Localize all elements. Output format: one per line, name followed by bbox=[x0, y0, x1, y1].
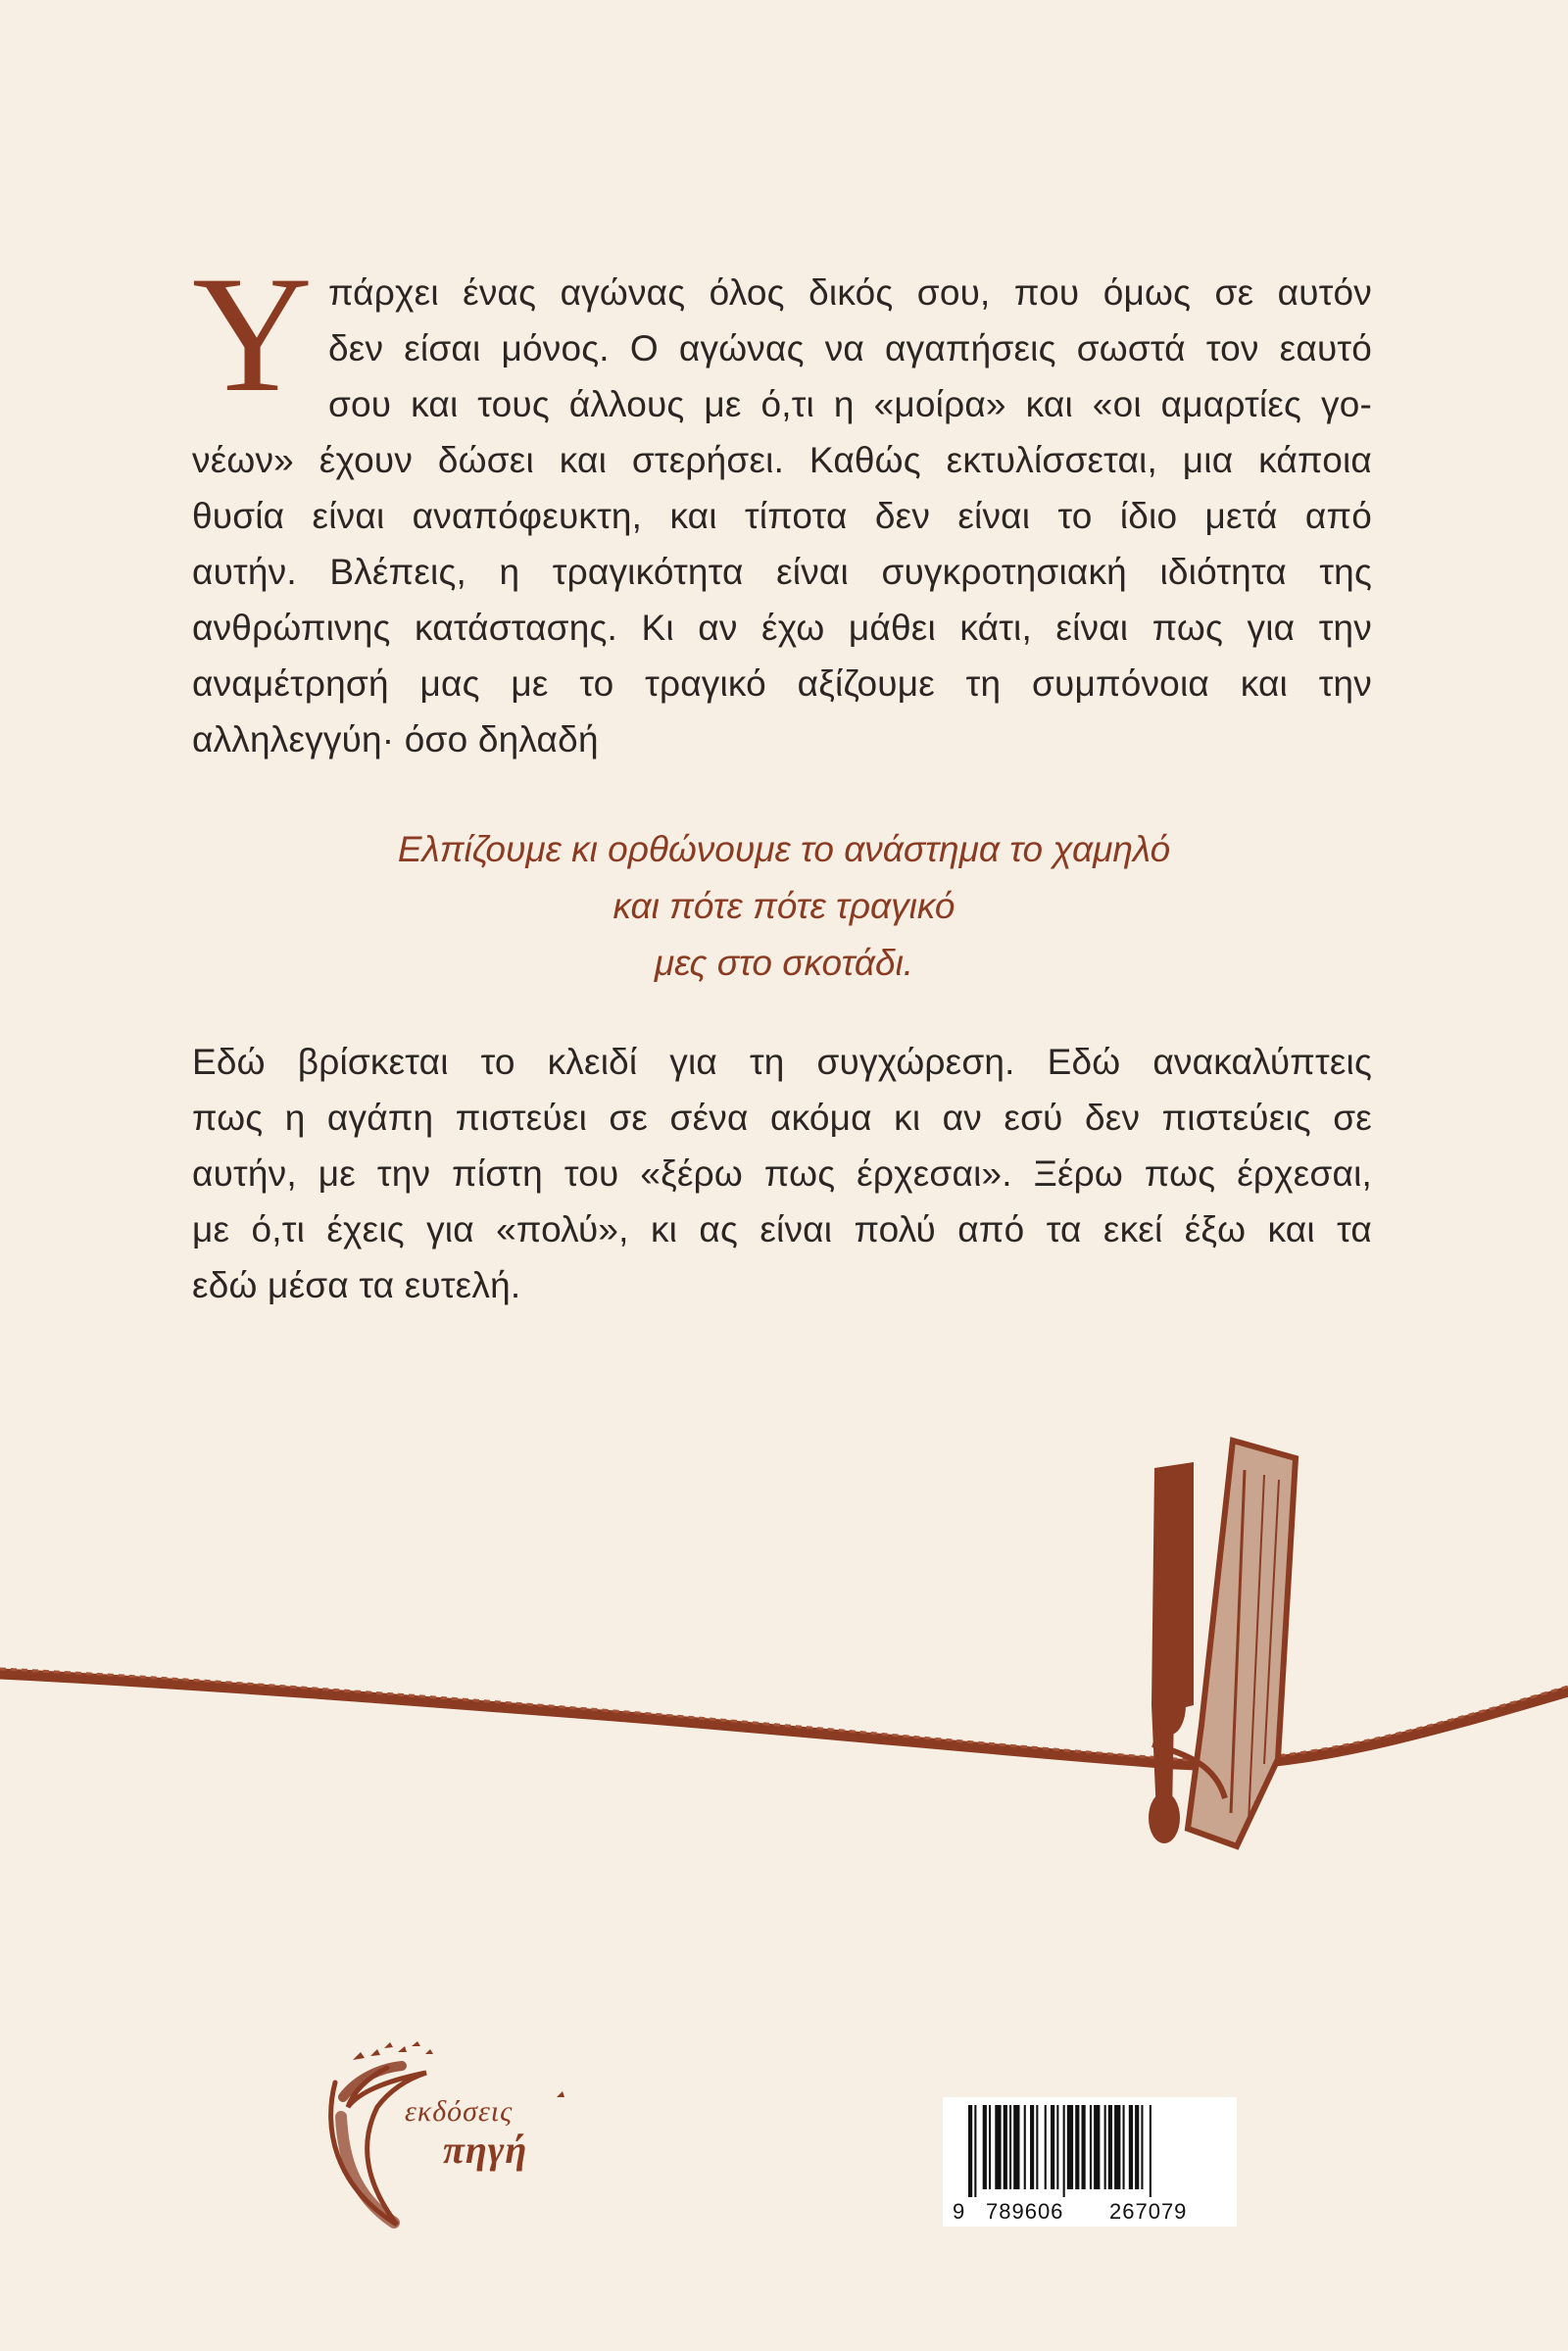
barcode-bar bbox=[1135, 2105, 1139, 2189]
barcode-bar bbox=[1063, 2105, 1065, 2197]
barcode-bar bbox=[1067, 2105, 1073, 2189]
isbn-barcode bbox=[943, 2097, 1237, 2227]
intro-line-text: θυσία είναι αναπόφευκτη, και τίποτα δεν είναι το ίδιο μετά από bbox=[192, 496, 1372, 536]
verse-line: Ελπίζουμε κι ορθώνουμε το ανάστημα το χαμηλό bbox=[397, 829, 1171, 869]
closing-line: πως η αγάπη πιστεύει σε σένα ακόμα κι αν εσύ δεν πιστεύεις σε bbox=[192, 1098, 1372, 1138]
barcode-bar bbox=[1123, 2105, 1125, 2189]
barcode-bar bbox=[989, 2105, 991, 2189]
barcode-first-digit: 9 bbox=[953, 2199, 965, 2224]
intro-line-text: αναμέτρησή μας με το τραγικό αξίζουμε τη συμπόνοια και την bbox=[192, 663, 1372, 704]
intro-line-text: ανθρώπινης κατάστασης. Κι αν έχω μάθει κάτι, είναι πως για την bbox=[192, 608, 1372, 648]
barcode-left-group: 789606 bbox=[986, 2199, 1064, 2224]
intro-line-text: αυτήν. Βλέπεις, η τραγικότητα είναι συγκροτησιακή ιδιότητα της bbox=[192, 552, 1372, 592]
barcode-bar bbox=[1090, 2105, 1092, 2189]
verse-line: μες στο σκοτάδι. bbox=[654, 943, 914, 983]
barcode-bar bbox=[1009, 2105, 1011, 2189]
barcode-bar bbox=[1104, 2105, 1106, 2189]
publisher-name-line2: πηγή bbox=[443, 2128, 528, 2172]
barcode-bar bbox=[1030, 2105, 1034, 2189]
barcode-bar bbox=[1129, 2105, 1133, 2189]
barcode-bar bbox=[1024, 2105, 1026, 2189]
barcode-bar bbox=[1045, 2105, 1047, 2189]
barcode-bar bbox=[1004, 2105, 1007, 2189]
barcode-bar bbox=[1108, 2105, 1112, 2189]
closing-line: Εδώ βρίσκεται το κλειδί για τη συγχώρεση. Εδώ ανακαλύπτεις bbox=[192, 1042, 1372, 1082]
publisher-logo bbox=[323, 2038, 617, 2234]
closing-line: αυτήν, με την πίστη του «ξέρω πως έρχεσαι». Ξέρω πως έρχεσαι, bbox=[192, 1153, 1372, 1194]
publisher-name-line1: εκδόσεις bbox=[405, 2095, 514, 2128]
intro-line-text: νέων» έχουν δώσει και στερήσει. Καθώς εκτυλίσσεται, μια κάποια bbox=[192, 440, 1372, 480]
barcode-bar bbox=[995, 2105, 1001, 2189]
barcode-bars bbox=[943, 2097, 1237, 2199]
barcode-bar bbox=[968, 2105, 972, 2197]
barcode-bar bbox=[1036, 2105, 1038, 2189]
verse-line: και πότε πότε τραγικό bbox=[612, 886, 956, 926]
closing-line: εδώ μέσα τα ευτελή. bbox=[192, 1265, 521, 1305]
drop-cap-letter: Υ bbox=[192, 242, 313, 426]
barcode-bar bbox=[1114, 2105, 1120, 2189]
barcode-bar bbox=[1051, 2105, 1054, 2189]
intro-line-text: σου και τους άλλους με ό,τι η «μοίρα» και «οι αμαρτίες γο- bbox=[327, 384, 1372, 424]
clothesline-rope bbox=[0, 1674, 1568, 1765]
barcode-bar bbox=[1075, 2105, 1079, 2189]
barcode-right-group: 267079 bbox=[1109, 2199, 1188, 2224]
intro-line-text: δεν είσαι μόνος. Ο αγώνας να αγαπήσεις σωστά τον εαυτό bbox=[327, 328, 1372, 368]
barcode-bar bbox=[983, 2105, 987, 2189]
barcode-bar bbox=[1141, 2105, 1143, 2189]
intro-line-text: αλληλεγγύη· όσο δηλαδή bbox=[192, 719, 599, 759]
barcode-bar bbox=[1082, 2105, 1086, 2189]
barcode-bar bbox=[1094, 2105, 1100, 2189]
barcode-bar bbox=[974, 2105, 976, 2197]
barcode-bar bbox=[1013, 2105, 1019, 2189]
intro-line-text: πάρχει ένας αγώνας όλος δικός σου, που όμως σε αυτόν bbox=[327, 272, 1372, 313]
clothespin-icon bbox=[1149, 1441, 1296, 1846]
barcode-bar bbox=[1056, 2105, 1058, 2189]
barcode-bar bbox=[1150, 2105, 1152, 2197]
closing-line: με ό,τι έχεις για «πολύ», κι ας είναι πολύ από τα εκεί έξω και τα bbox=[192, 1209, 1372, 1249]
